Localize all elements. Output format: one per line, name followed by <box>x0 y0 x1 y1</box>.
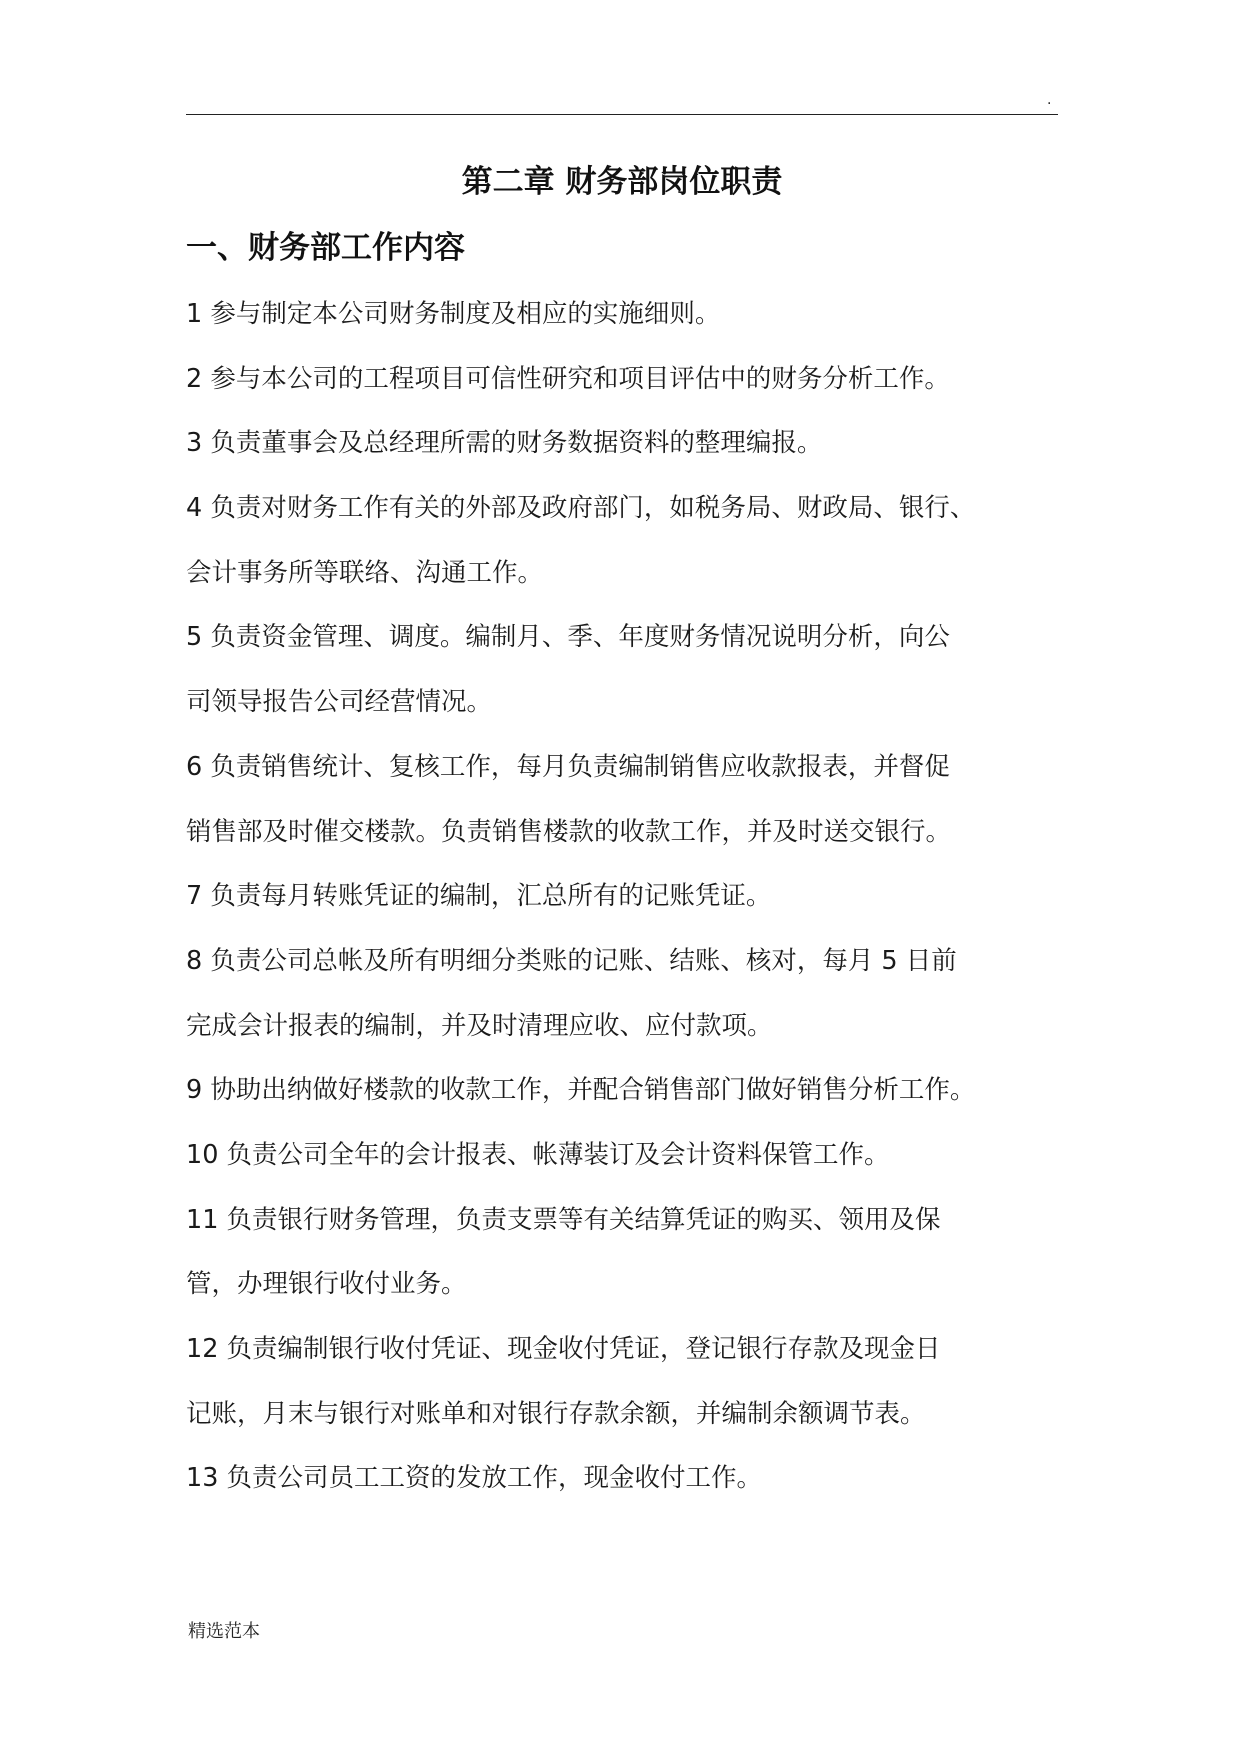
chapter-title: 第二章 财务部岗位职责 <box>461 164 783 200</box>
text-line: 6 负责销售统计、复核工作，每月负责编制销售应收款报表，并督促 <box>186 751 950 782</box>
text-line: 销售部及时催交楼款。负责销售楼款的收款工作，并及时送交银行。 <box>186 816 952 847</box>
text-line: 4 负责对财务工作有关的外部及政府部门，如税务局、财政局、银行、 <box>186 493 976 524</box>
text-line: 5 负责资金管理、调度。编制月、季、年度财务情况说明分析，向公 <box>186 622 950 653</box>
text-line: 12 负责编制银行收付凭证、现金收付凭证，登记银行存款及现金日 <box>186 1334 941 1364</box>
text-line: 记账，月末与银行对账单和对银行存款余额，并编制余额调节表。 <box>186 1398 926 1429</box>
text-line: 13 负责公司员工工资的发放工作，现金收付工作。 <box>186 1463 763 1494</box>
text-line: 管，办理银行收付业务。 <box>186 1269 467 1300</box>
text-line: 7 负责每月转账凭证的编制，汇总所有的记账凭证。 <box>186 881 772 912</box>
text-line: 2 参与本公司的工程项目可信性研究和项目评估中的财务分析工作。 <box>186 363 950 394</box>
text-line: 8 负责公司总帐及所有明细分类账的记账、结账、核对，每月 5 日前 <box>186 945 957 976</box>
text-line: 10 负责公司全年的会计报表、帐薄装订及会计资料保管工作。 <box>186 1139 890 1170</box>
section-heading: 一、财务部工作内容 <box>186 230 465 266</box>
header-rule <box>186 114 1058 115</box>
text-line: 完成会计报表的编制，并及时清理应收、应付款项。 <box>186 1010 773 1041</box>
text-line: 3 负责董事会及总经理所需的财务数据资料的整理编报。 <box>186 428 823 459</box>
footer-text: 精选范本 <box>188 1621 260 1642</box>
text-line: 9 协助出纳做好楼款的收款工作，并配合销售部门做好销售分析工作。 <box>186 1075 976 1106</box>
text-line: 会计事务所等联络、沟通工作。 <box>186 557 544 588</box>
text-line: 司领导报告公司经营情况。 <box>186 687 493 718</box>
text-line: 1 参与制定本公司财务制度及相应的实施细则。 <box>186 299 721 329</box>
header-dot: . <box>1047 92 1052 108</box>
duty-list <box>186 290 1066 1519</box>
text-line: 11 负责银行财务管理，负责支票等有关结算凭证的购买、领用及保 <box>186 1204 941 1235</box>
